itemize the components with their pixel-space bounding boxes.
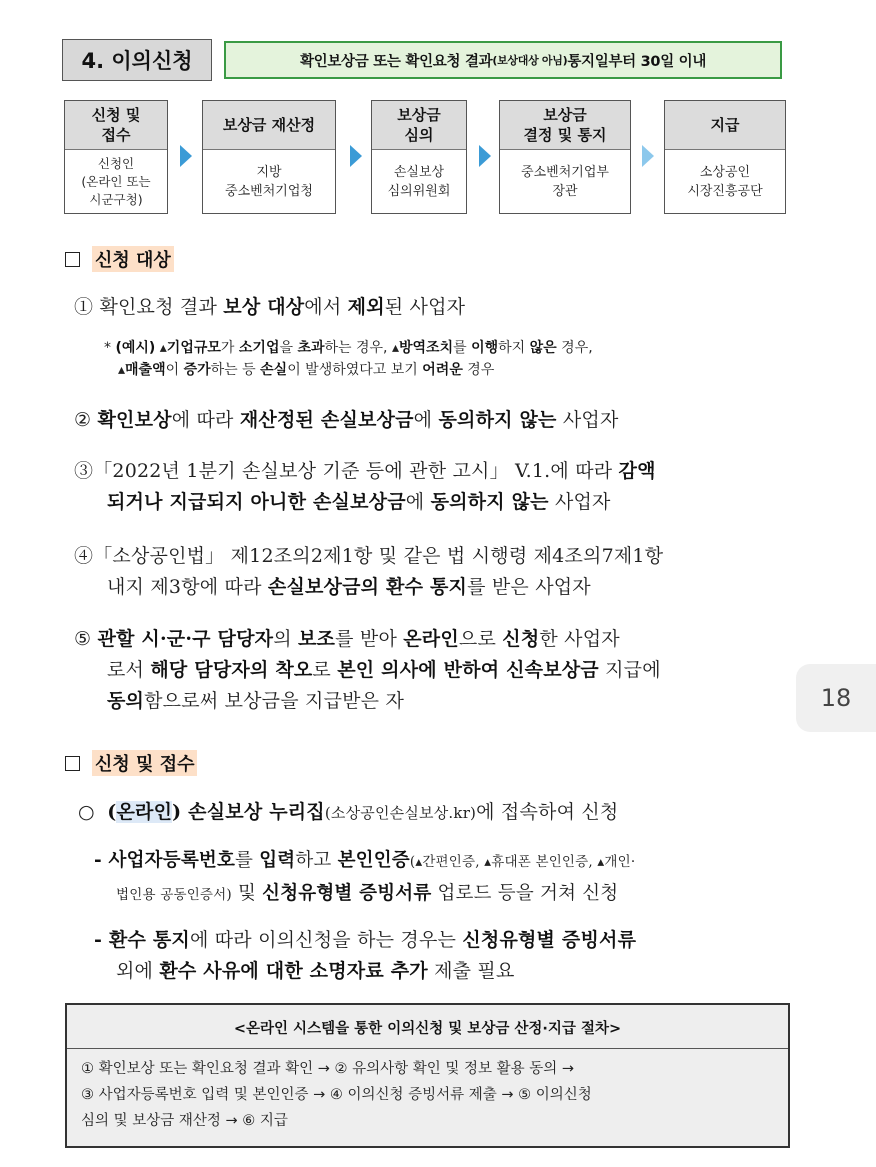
item-bold: 신청 xyxy=(502,628,540,650)
list-item-5 xyxy=(74,624,794,717)
procedure-line: ③ 사업자등록번호 입력 및 본인인증 → ④ 이의신청 증빙서류 제출 → ⑤ 이의신청 xyxy=(81,1087,592,1103)
flow-step-head-line: 접수 xyxy=(101,126,131,144)
item-text: 를 받아 xyxy=(335,628,404,650)
item-bold: ) xyxy=(172,801,182,823)
item-bold: 신청유형별 증빙서류 xyxy=(262,883,432,904)
deadline-note-text-a: 확인보상금 또는 확인요청 결과 xyxy=(299,53,493,70)
note-bold: 이행 xyxy=(471,340,499,356)
item-bold: 사업자등록번호 xyxy=(108,850,236,871)
item-text: (소상공인손실보상.kr) xyxy=(324,804,477,822)
item-text: 에 따라 xyxy=(171,409,240,431)
section-heading-application xyxy=(65,750,197,776)
note-text: 하는 경우, ▴ xyxy=(324,340,399,356)
flow-step-decision xyxy=(499,100,631,214)
item-text: 으로 xyxy=(458,628,503,650)
note-bold: 방역조치 xyxy=(399,340,454,356)
note-text: 경우, xyxy=(556,340,593,356)
note-bold: 초과 xyxy=(297,340,325,356)
flow-step-body-line: 소상공인 xyxy=(699,165,751,180)
item-bold: - xyxy=(94,850,109,871)
flow-step-body-line: (온라인 또는 xyxy=(81,174,151,189)
flow-arrow-icon xyxy=(350,145,362,167)
flow-step-head-line: 신청 및 xyxy=(91,106,141,124)
flow-step-body-line: 지방 xyxy=(256,165,282,180)
item-number: ④ xyxy=(74,545,94,567)
item-bold: 신청유형별 증빙서류 xyxy=(462,929,637,951)
flow-step-body-line: 시장진흥공단 xyxy=(687,184,763,199)
flow-step-head-line: 결정 및 통지 xyxy=(523,126,607,144)
item-bold: 입력 xyxy=(259,850,296,871)
item-bold: - xyxy=(94,929,109,951)
deadline-note-text-b: 통지일부터 30일 이내 xyxy=(567,53,707,70)
application-detail-1 xyxy=(94,845,798,911)
item-text: 「소상공인법」 제12조의2제1항 및 같은 법 시행령 제4조의7제1항 xyxy=(93,545,664,567)
procedure-line: 심의 및 보상금 재산정 → ⑥ 지급 xyxy=(81,1113,288,1129)
list-item-2 xyxy=(74,405,794,436)
item-text: 에 따라 이의신청을 하는 경우는 xyxy=(189,929,463,951)
item-bold: 동의 xyxy=(107,690,145,712)
page-number: 18 xyxy=(796,664,876,732)
section-heading-eligibility xyxy=(65,246,174,272)
note-bold: 매출액 xyxy=(125,362,166,378)
note-text: 를 xyxy=(453,340,472,356)
flow-step-body-line: 중소벤처기업부 xyxy=(521,165,609,180)
list-item-1-note xyxy=(104,337,794,381)
item-bold: 온라인 xyxy=(116,801,173,823)
checkbox-square-icon xyxy=(65,756,80,771)
item-text: 사업자 xyxy=(556,409,619,431)
flow-step-recalc xyxy=(202,100,336,214)
note-bold: 손실 xyxy=(260,362,288,378)
item-bold: 온라인 xyxy=(403,628,459,650)
item-text: 의 xyxy=(273,628,298,650)
note-text: * xyxy=(104,340,116,356)
application-online xyxy=(78,797,798,829)
item-text: 제출 필요 xyxy=(427,960,515,982)
item-text: 된 사업자 xyxy=(384,296,466,318)
item-bold: 확인보상 xyxy=(97,409,172,431)
note-text: 가 xyxy=(220,340,239,356)
item-bold: 해당 담당자의 착오 xyxy=(150,659,313,681)
flow-step-body-line: 심의위원회 xyxy=(387,184,451,199)
item-text: 로 xyxy=(312,659,338,681)
item-text: 에 xyxy=(405,491,431,513)
item-bold: 제외 xyxy=(347,296,385,318)
flow-arrow-icon xyxy=(479,145,491,167)
item-text: 「2022년 1분기 손실보상 기준 등에 관한 고시」 V.1.에 따라 xyxy=(93,460,619,482)
item-bold: 손실보상금의 환수 통지 xyxy=(267,576,468,598)
note-bold: (예시) xyxy=(115,340,156,356)
item-bold: 되거나 지급되지 아니한 손실보상금 xyxy=(107,491,406,513)
note-text: 이 발생하였다고 보기 xyxy=(287,362,423,378)
procedure-line: ① 확인보상 또는 확인요청 결과 확인 → ② 유의사항 확인 및 정보 활용 동의 → xyxy=(81,1061,575,1077)
section-heading-text: 신청 및 접수 xyxy=(92,750,197,776)
note-bold: 증가 xyxy=(183,362,211,378)
list-item-1 xyxy=(74,292,794,323)
item-number: ⑤ xyxy=(74,628,92,650)
item-text: 하고 xyxy=(295,850,338,871)
item-text: 외에 xyxy=(116,960,160,982)
flow-step-head-line: 보상금 xyxy=(397,106,441,124)
flow-step-body-line: 시군구청) xyxy=(89,192,143,207)
list-item-4 xyxy=(74,541,794,603)
section-title: 4. 이의신청 xyxy=(62,39,212,81)
item-text: 사업자 xyxy=(548,491,611,513)
note-text: ▴ xyxy=(118,362,126,378)
procedure-divider xyxy=(67,1048,788,1049)
note-bold: 기업규모 xyxy=(166,340,221,356)
note-text: 하는 등 xyxy=(210,362,261,378)
flow-step-body-line: 중소벤처기업청 xyxy=(225,184,313,199)
section-heading-text: 신청 대상 xyxy=(92,246,174,272)
item-text: 한 사업자 xyxy=(539,628,620,650)
item-bold: 보상 대상 xyxy=(223,296,305,318)
item-text: 를 받은 사업자 xyxy=(467,576,591,598)
flow-step-head-line: 보상금 재산정 xyxy=(222,116,316,134)
note-text: 하지 xyxy=(498,340,530,356)
item-bold: 본인 의사에 반하여 신속보상금 xyxy=(337,659,599,681)
item-text: 내지 제3항에 따라 xyxy=(107,576,268,598)
item-text: (▴간편인증, ▴휴대폰 본인인증, ▴개인· xyxy=(409,854,636,870)
item-text: 를 xyxy=(235,850,260,871)
application-detail-2 xyxy=(94,925,798,987)
item-text: 로서 xyxy=(107,659,151,681)
item-text: 업로드 등을 거쳐 신청 xyxy=(431,883,619,904)
note-bold: 어려운 xyxy=(422,362,463,378)
item-number: ② xyxy=(74,409,92,431)
note-text: 이 xyxy=(165,362,184,378)
flow-step-head-line: 보상금 xyxy=(543,106,587,124)
item-bold: ( xyxy=(107,801,117,823)
item-text: 에서 xyxy=(304,296,348,318)
procedure-title: <온라인 시스템을 통한 이의신청 및 보상금 산정·지급 절차> xyxy=(233,1021,622,1037)
item-text: 확인요청 결과 xyxy=(99,296,224,318)
flow-step-body-line: 손실보상 xyxy=(393,165,445,180)
note-text: 경우 xyxy=(462,362,495,378)
checkbox-square-icon xyxy=(65,252,80,267)
item-bold: 보조 xyxy=(297,628,336,650)
item-text: 에 xyxy=(413,409,439,431)
deadline-note-small: (보상대상 아님) xyxy=(492,54,568,67)
note-text: 을 xyxy=(279,340,298,356)
flow-arrow-icon xyxy=(180,145,192,167)
item-bold: 환수 사유에 대한 소명자료 추가 xyxy=(159,960,428,982)
note-bold: 소기업 xyxy=(238,340,280,356)
procedure-box xyxy=(65,1003,790,1148)
note-text: ▴ xyxy=(155,340,167,356)
item-text: 법인용 공동인증서) xyxy=(116,887,232,903)
flow-step-body-line: 신청인 xyxy=(97,156,135,171)
item-text: 에 접속하여 신청 xyxy=(476,801,619,823)
flow-step-review xyxy=(371,100,467,214)
item-bold: 재산정된 손실보상금 xyxy=(239,409,414,431)
item-bold: 본인인증 xyxy=(337,850,410,871)
flow-arrow-icon xyxy=(642,145,654,167)
item-number: ① xyxy=(74,296,94,318)
flow-step-head-line: 지급 xyxy=(710,116,740,134)
flow-step-apply xyxy=(64,100,168,214)
item-bold: 감액 xyxy=(618,460,656,482)
item-text: 지급에 xyxy=(598,659,661,681)
flow-step-head-line: 심의 xyxy=(404,126,434,144)
item-bold: 손실보상 누리집 xyxy=(181,801,325,823)
item-text: 함으로써 보상금을 지급받은 자 xyxy=(144,690,405,712)
item-bold: 환수 통지 xyxy=(108,929,190,951)
list-item-3 xyxy=(74,456,794,518)
item-number: ③ xyxy=(74,460,94,482)
flow-step-body-line: 장관 xyxy=(552,184,578,199)
item-bold: 관할 시·군·구 담당자 xyxy=(97,628,274,650)
deadline-note xyxy=(224,41,782,79)
item-bold: 동의하지 않는 xyxy=(438,409,557,431)
bullet-icon: ○ xyxy=(78,801,95,823)
item-bold: 동의하지 않는 xyxy=(430,491,549,513)
flow-step-payment xyxy=(664,100,786,214)
item-text: 및 xyxy=(231,883,263,904)
note-bold: 않은 xyxy=(529,340,557,356)
